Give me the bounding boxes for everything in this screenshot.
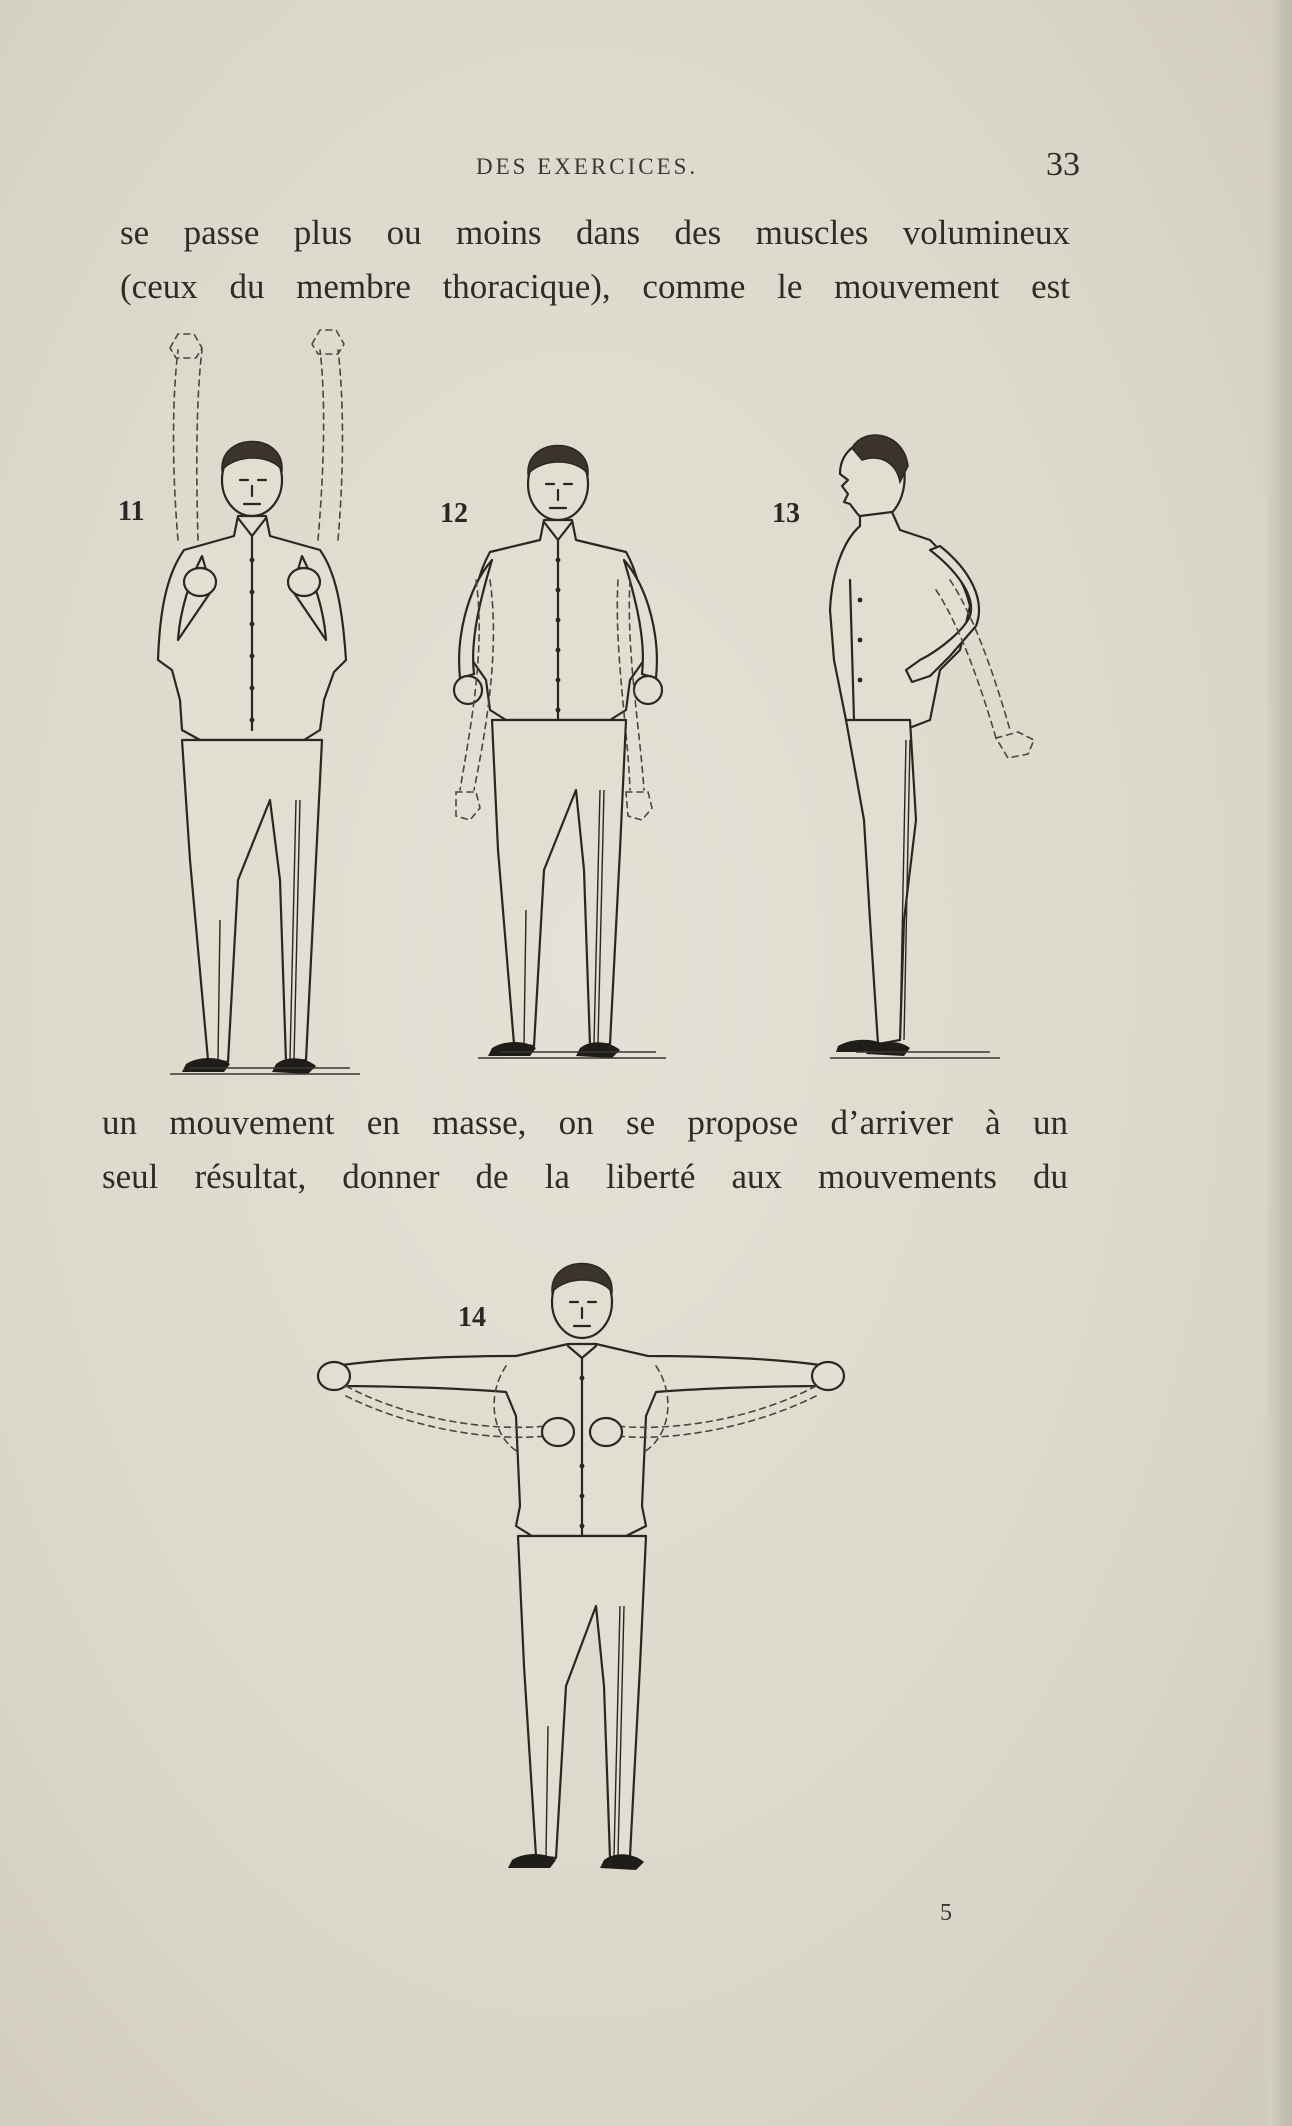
text-line: se passe plus ou moins dans des muscles volumineux [120, 213, 1070, 252]
figure-label-13: 13 [772, 498, 800, 529]
figure-14-illustration [306, 1246, 856, 1886]
page-number: 33 [1046, 146, 1080, 183]
running-title: DES EXERCICES. [476, 154, 699, 179]
signature-mark: 5 [940, 1900, 952, 1926]
figure-11-illustration [120, 320, 380, 1080]
paragraph-middle [102, 1096, 1068, 1204]
text-line: seul résultat, donner de la liberté aux mouvements du [102, 1157, 1068, 1196]
paragraph-top [120, 206, 1070, 314]
figure-13-illustration [800, 420, 1080, 1080]
text-line: un mouvement en masse, on se propose d’arriver à un [102, 1103, 1068, 1142]
figure-label-12: 12 [440, 498, 468, 529]
page-edge [1268, 0, 1292, 2126]
figure-12-illustration [430, 430, 680, 1080]
text-line: (ceux du membre thoracique), comme le mouvement est [120, 267, 1070, 306]
figure-label-11: 11 [118, 496, 145, 527]
figure-label-14: 14 [458, 1302, 486, 1333]
